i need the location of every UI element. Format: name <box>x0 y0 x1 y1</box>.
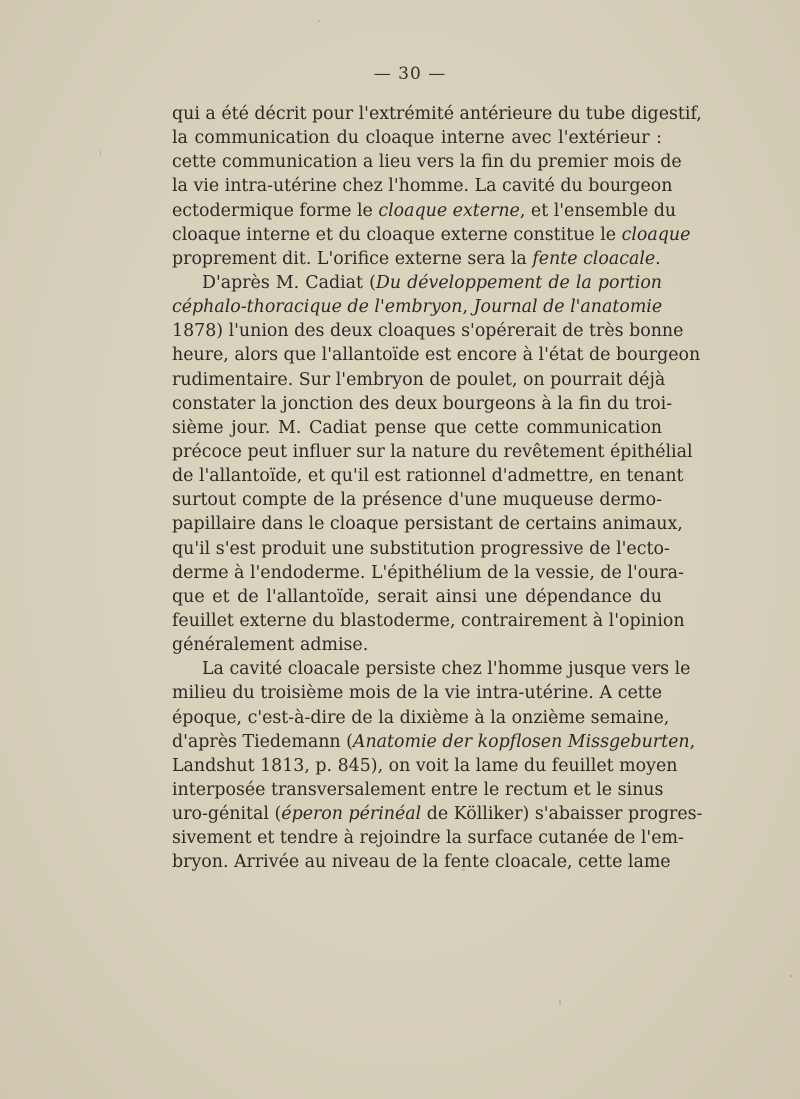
text-segment: rudimentaire. Sur l'embryon de poulet, on pourrait déjà <box>172 369 666 390</box>
text-line <box>172 778 662 802</box>
italic-text: fente cloacale. <box>532 248 661 269</box>
paper-speck <box>100 150 101 156</box>
text-line <box>172 537 670 561</box>
text-segment: époque, c'est-à-dire de la dixième à la onzième semaine, <box>172 707 670 728</box>
text-line <box>172 368 666 392</box>
text-segment: précoce peut influer sur la nature du revêtement épithélial <box>172 441 693 462</box>
text-segment: constater la jonction des deux bourgeons à la fin du troi- <box>172 393 673 414</box>
page-number: — 30 — <box>373 64 447 84</box>
text-segment: La cavité cloacale persiste chez l'homme jusque vers le <box>202 659 691 680</box>
italic-text: éperon périnéal <box>281 804 422 825</box>
text-line <box>172 633 662 657</box>
text-segment: d'après Tiedemann ( <box>172 731 353 752</box>
text-line <box>172 488 662 512</box>
body-text <box>172 102 703 875</box>
text-line <box>172 802 703 826</box>
text-segment: la communication du cloaque interne avec l'extérieur : <box>172 128 662 149</box>
text-segment: généralement admise. <box>172 635 369 656</box>
text-segment: heure, alors que l'allantoïde est encore à l'état de bourgeon <box>172 345 701 366</box>
text-line <box>172 681 662 705</box>
text-line <box>172 199 677 223</box>
italic-text: cloaque <box>621 224 691 245</box>
text-line <box>172 343 701 367</box>
text-segment: papillaire dans le cloaque persistant de certains animaux, <box>172 514 683 535</box>
text-segment: sivement et tendre à rejoindre la surface cutanée de l'em- <box>172 828 684 849</box>
paper-speck <box>622 180 624 182</box>
text-line <box>172 223 691 247</box>
text-segment: milieu du troisième mois de la vie intra-utérine. A cette <box>172 683 662 704</box>
text-line <box>172 850 671 874</box>
text-segment: surtout compte de la présence d'une muqueuse dermo- <box>172 490 662 511</box>
italic-text: Journal de l'anatomie <box>473 297 663 318</box>
paper-speck <box>559 1000 561 1005</box>
text-line <box>172 295 662 319</box>
text-segment: ectodermique forme le <box>172 200 379 221</box>
text-segment: interposée transversalement entre le rectum et le sinus <box>172 779 664 800</box>
text-line <box>172 561 684 585</box>
italic-text: Du développement de la portion <box>375 272 662 293</box>
text-segment: cloaque interne et du cloaque externe constitue le <box>172 224 622 245</box>
text-line <box>172 585 662 609</box>
text-segment: que et de l'allantoïde, serait ainsi une dépendance du <box>172 586 662 607</box>
paper-speck <box>462 868 465 871</box>
text-line <box>172 174 673 198</box>
text-line <box>172 464 684 488</box>
text-segment: bryon. Arrivée au niveau de la fente cloacale, cette lame <box>172 852 671 873</box>
text-line <box>172 150 682 174</box>
text-segment: de Kölliker) s'abaisser progres- <box>421 804 703 825</box>
text-line <box>172 826 684 850</box>
text-segment: uro-génital ( <box>172 804 282 825</box>
text-segment: feuillet externe du blastoderme, contrairement à l'opinion <box>172 610 685 631</box>
text-line <box>172 754 678 778</box>
paper-speck <box>318 20 320 22</box>
text-line <box>172 126 662 150</box>
text-line <box>172 247 662 271</box>
text-segment: , <box>462 297 474 318</box>
text-segment: 1878) l'union des deux cloaques s'opérerait de très bonne <box>172 321 684 342</box>
text-segment: de l'allantoïde, et qu'il est rationnel d'admettre, en tenant <box>172 466 684 487</box>
italic-text: Anatomie der kopflosen Missgeburten <box>352 731 690 752</box>
text-line <box>172 319 684 343</box>
text-line <box>172 657 691 681</box>
text-segment: sième jour. M. Cadiat pense que cette communication <box>172 417 662 438</box>
text-segment: cette communication a lieu vers la fin du premier mois de <box>172 152 682 173</box>
text-line <box>172 392 673 416</box>
text-segment: , <box>689 731 696 752</box>
text-line <box>172 609 685 633</box>
text-line <box>172 102 702 126</box>
italic-text: cloaque externe <box>378 200 520 221</box>
italic-text: céphalo-thoracique de l'embryon <box>172 297 463 318</box>
text-segment: qui a été décrit pour l'extrémité antérieure du tube digestif, <box>172 104 702 124</box>
text-segment: la vie intra-utérine chez l'homme. La cavité du bourgeon <box>172 176 673 197</box>
text-line <box>172 416 662 440</box>
text-line <box>172 512 683 536</box>
text-segment: proprement dit. L'orifice externe sera la <box>172 248 533 269</box>
text-segment: D'après M. Cadiat ( <box>202 272 376 293</box>
text-segment: qu'il s'est produit une substitution progressive de l'ecto- <box>172 538 670 559</box>
paper-speck <box>790 975 793 977</box>
text-line <box>172 440 693 464</box>
text-line <box>172 706 670 730</box>
text-segment: Landshut 1813, p. 845), on voit la lame du feuillet moyen <box>172 755 678 776</box>
text-line <box>172 730 696 754</box>
text-segment: , et l'ensemble du <box>519 200 677 221</box>
text-line <box>172 271 662 295</box>
text-segment: derme à l'endoderme. L'épithélium de la vessie, de l'oura- <box>172 562 684 583</box>
